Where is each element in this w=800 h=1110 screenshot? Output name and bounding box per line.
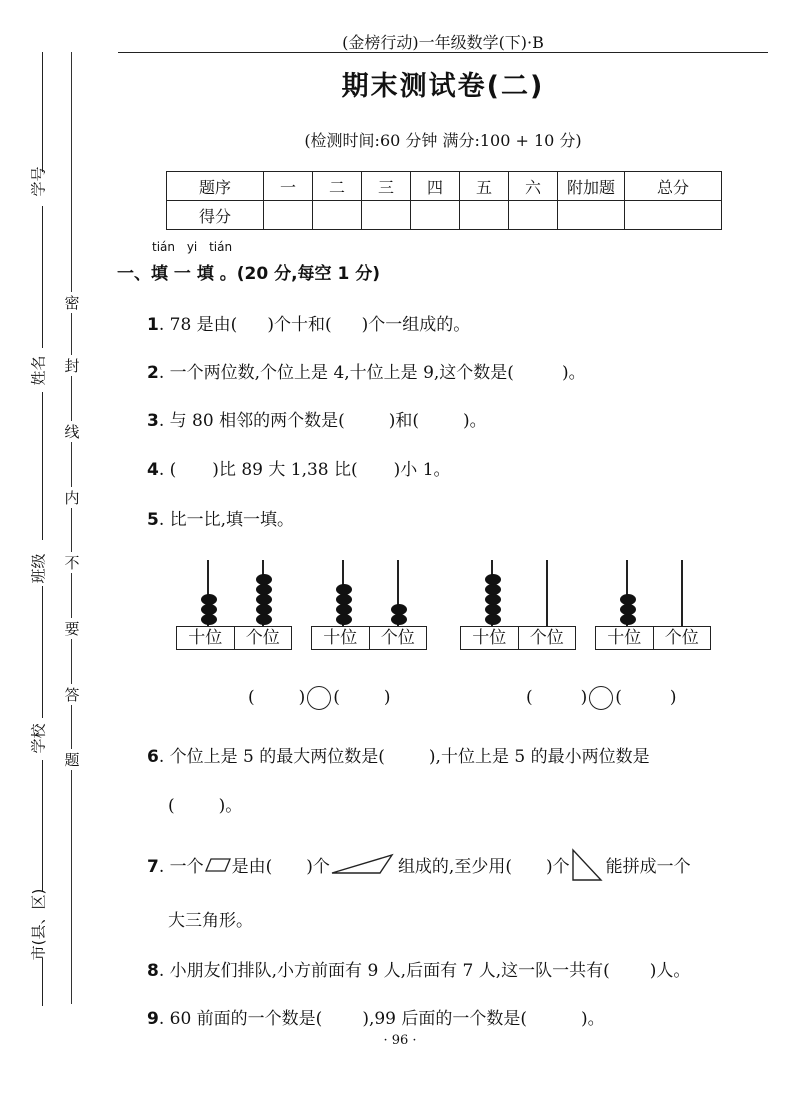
question-text: )人。	[649, 961, 691, 981]
question-text: )个十和(	[267, 315, 332, 335]
question-text: )。	[561, 363, 586, 383]
class-label: 班级	[29, 553, 48, 584]
question-text: . 一个两位数,个位上是 4,十位上是 9,这个数是(	[158, 363, 514, 383]
seal-char: 不	[62, 552, 82, 573]
ones-bead	[256, 614, 272, 625]
ones-label: 个位	[369, 627, 427, 649]
tens-bead	[485, 614, 501, 625]
question-text: . 比一比,填一填。	[158, 510, 295, 530]
tens-label: 十位	[188, 628, 223, 648]
question-1	[147, 310, 470, 335]
score-table	[166, 171, 722, 230]
right-triangle-icon	[570, 848, 606, 887]
paren: (	[615, 687, 622, 708]
paren: )	[580, 687, 588, 708]
question-text: )个	[306, 857, 330, 877]
margin-line	[42, 760, 43, 892]
seal-char: 内	[62, 487, 82, 508]
school-label: 学校	[29, 723, 48, 754]
question-text: 组成的,至少用(	[397, 857, 512, 877]
tens-bead	[336, 584, 352, 595]
ones-rod	[681, 560, 683, 626]
question-number: 5	[147, 510, 159, 530]
table-row	[167, 172, 722, 201]
table-cell: 附加题	[558, 172, 625, 201]
question-text: . 小朋友们排队,小方前面有 9 人,后面有 7 人,这一队一共有(	[158, 961, 610, 981]
ones-bead	[391, 604, 407, 615]
margin-line	[42, 206, 43, 348]
tens-bead	[336, 604, 352, 615]
question-number: 9	[147, 1009, 159, 1029]
score-input-cell[interactable]	[460, 201, 509, 230]
question-7-continued	[168, 906, 253, 931]
paren: (	[248, 687, 255, 708]
question-text: . 个位上是 5 的最大两位数是(	[158, 747, 385, 767]
question-text: . 60 前面的一个数是(	[158, 1009, 323, 1029]
compare-circle[interactable]	[307, 686, 331, 710]
question-text: . (	[158, 460, 177, 480]
score-input-cell[interactable]	[625, 201, 722, 230]
header-divider	[118, 52, 768, 53]
question-2	[147, 358, 586, 383]
place-value-labels	[460, 626, 576, 650]
score-input-cell[interactable]	[264, 201, 313, 230]
abacus-board-3	[460, 558, 576, 650]
series-header: (金榜行动)一年级数学(下)·B	[342, 33, 544, 52]
tens-bead	[620, 594, 636, 605]
obtuse-triangle-icon	[330, 853, 398, 882]
question-text: )个一组成的。	[361, 315, 471, 335]
question-text: )和(	[388, 411, 419, 431]
question-8	[147, 956, 690, 981]
score-input-cell[interactable]	[362, 201, 411, 230]
question-text: . 与 80 相邻的两个数是(	[158, 411, 345, 431]
ones-bead	[391, 614, 407, 625]
student-id-label: 学号	[29, 166, 48, 197]
seal-char: 要	[62, 618, 82, 639]
tens-label: 十位	[323, 628, 358, 648]
question-number: 8	[147, 961, 159, 981]
ones-bead	[256, 584, 272, 595]
tens-bead	[620, 604, 636, 615]
score-input-cell[interactable]	[411, 201, 460, 230]
exam-info: (检测时间:60 分钟 满分:100 + 10 分)	[304, 131, 582, 150]
tens-bead	[485, 584, 501, 595]
paren: )	[298, 687, 306, 708]
question-text: . 78 是由(	[158, 315, 238, 335]
tens-bead	[201, 594, 217, 605]
ones-label: 个位	[653, 627, 711, 649]
table-row	[167, 201, 722, 230]
question-6	[147, 742, 650, 767]
seal-char: 答	[62, 684, 82, 705]
seal-char: 题	[62, 749, 82, 770]
compare-row-1	[248, 686, 391, 710]
table-cell: 五	[460, 172, 509, 201]
question-9	[147, 1004, 605, 1029]
tens-bead	[485, 594, 501, 605]
page-title: 期末测试卷(二)	[341, 71, 545, 102]
seal-line	[71, 52, 72, 1004]
question-text: . 一个	[158, 857, 204, 877]
abacus-board-4	[595, 558, 711, 650]
pinyin-annotation: tián yi tián	[152, 240, 233, 254]
tens-bead	[336, 594, 352, 605]
question-text: ),十位上是 5 的最小两位数是	[428, 747, 650, 767]
question-number: 6	[147, 747, 159, 767]
question-7	[147, 848, 691, 887]
paren: )	[669, 687, 677, 708]
tens-bead	[485, 604, 501, 615]
paren: )	[383, 687, 391, 708]
city-label: 市(县、区)	[29, 888, 48, 961]
question-number: 3	[147, 411, 159, 431]
question-number: 1	[147, 315, 159, 335]
table-cell: 总分	[625, 172, 722, 201]
question-text: )小 1。	[393, 460, 451, 480]
score-input-cell[interactable]	[313, 201, 362, 230]
parallelogram-icon	[204, 857, 232, 878]
margin-line	[42, 586, 43, 718]
page-number: · 96 ·	[383, 1033, 417, 1048]
ones-rod	[546, 560, 548, 626]
name-label: 姓名	[29, 355, 48, 386]
question-text: 能拼成一个	[605, 857, 691, 877]
table-cell: 得分	[167, 201, 264, 230]
question-text: )。	[218, 796, 243, 816]
seal-char: 封	[62, 355, 82, 376]
table-cell: 三	[362, 172, 411, 201]
ones-bead	[256, 594, 272, 605]
tens-label: 十位	[607, 628, 642, 648]
table-cell: 题序	[167, 172, 264, 201]
ones-bead	[256, 574, 272, 585]
question-text: ),99 后面的一个数是(	[362, 1009, 528, 1029]
ones-label: 个位	[518, 627, 576, 649]
question-5	[147, 505, 294, 530]
seal-char: 线	[62, 421, 82, 442]
place-value-labels	[311, 626, 427, 650]
table-cell: 一	[264, 172, 313, 201]
section-title: 一、填 一 填 。(20 分,每空 1 分)	[117, 264, 380, 284]
tens-label: 十位	[472, 628, 507, 648]
paren: (	[333, 687, 340, 708]
abacus-board-1	[176, 558, 292, 650]
table-cell: 二	[313, 172, 362, 201]
question-number: 4	[147, 460, 159, 480]
question-text: )比 89 大 1,38 比(	[212, 460, 358, 480]
tens-bead	[201, 604, 217, 615]
question-6-continued	[168, 791, 242, 816]
question-number: 2	[147, 363, 159, 383]
compare-circle[interactable]	[589, 686, 613, 710]
table-cell: 六	[509, 172, 558, 201]
ones-label: 个位	[234, 627, 292, 649]
tens-bead	[620, 614, 636, 625]
place-value-labels	[595, 626, 711, 650]
question-number: 7	[147, 857, 159, 877]
question-text: )。	[463, 411, 487, 431]
tens-bead	[336, 614, 352, 625]
place-value-labels	[176, 626, 292, 650]
question-text: )。	[581, 1009, 605, 1029]
question-text: 是由(	[231, 857, 273, 877]
tens-bead	[201, 614, 217, 625]
score-input-cell[interactable]	[558, 201, 625, 230]
question-text: 大三角形。	[168, 911, 253, 931]
question-text: )个	[545, 857, 570, 877]
abacus-board-2	[311, 558, 427, 650]
question-4	[147, 455, 451, 480]
score-input-cell[interactable]	[509, 201, 558, 230]
table-cell: 四	[411, 172, 460, 201]
margin-line	[42, 392, 43, 540]
question-3	[147, 406, 487, 431]
compare-row-2	[526, 686, 677, 710]
tens-bead	[485, 574, 501, 585]
seal-char: 密	[62, 292, 82, 313]
ones-bead	[256, 604, 272, 615]
paren: (	[526, 687, 533, 708]
question-text: (	[168, 796, 175, 816]
